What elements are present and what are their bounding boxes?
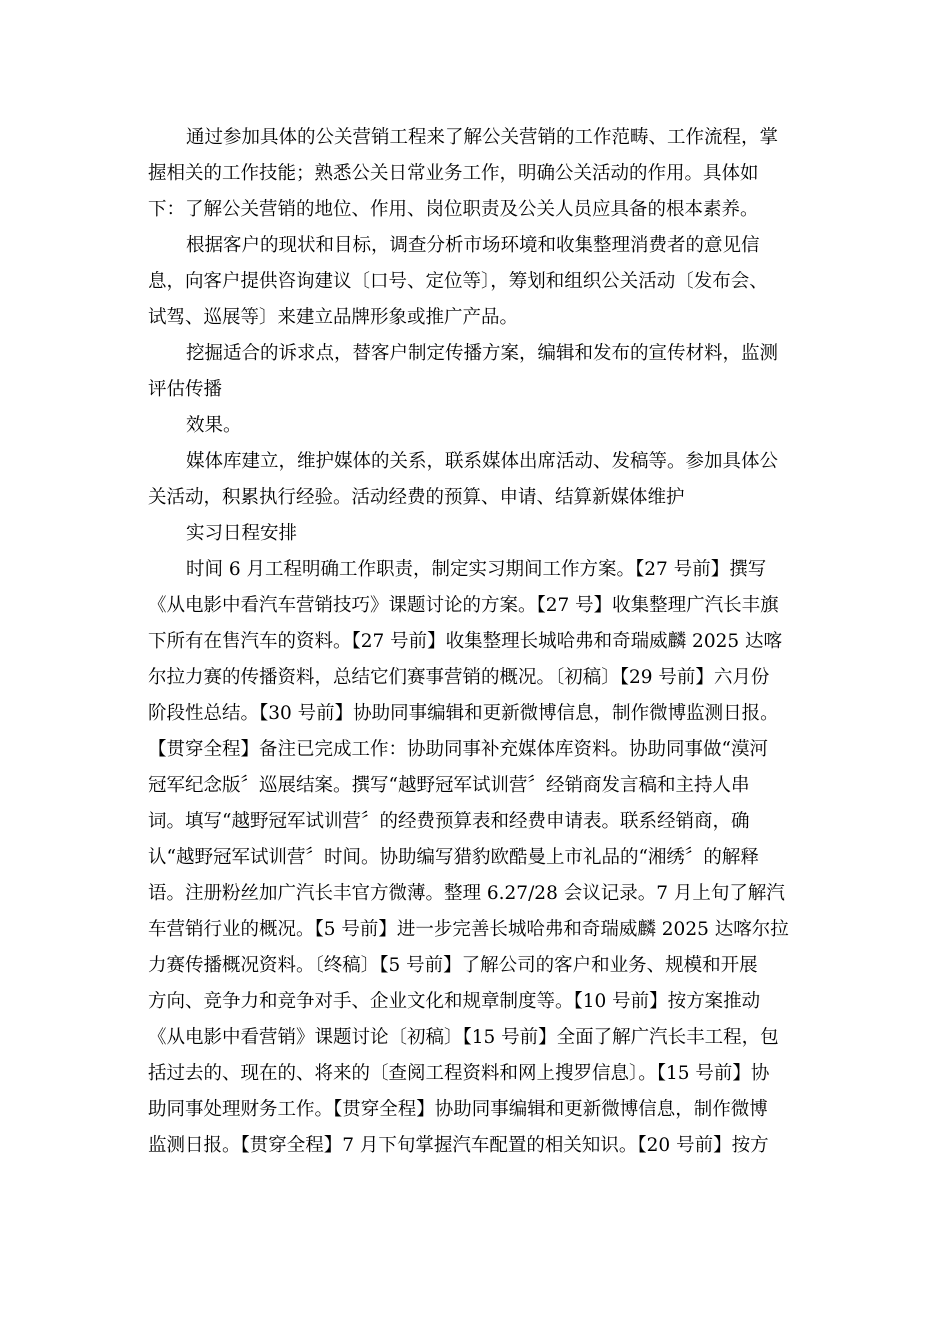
paragraph-line: 试驾、巡展等〕来建立品牌形象或推广产品。 <box>148 307 519 328</box>
paragraph-line: 方向、竞争力和竞争对手、企业文化和规章制度等。【10 号前】按方案推动 <box>148 991 761 1012</box>
paragraph-line: 力赛传播概况资料。〔终稿〕【5 号前】了解公司的客户和业务、规模和开展 <box>148 955 758 976</box>
paragraph-line: 语。注册粉丝加广汽长丰官方微薄。整理 6.27/28 会议记录。7 月上旬了解汽 <box>148 883 785 904</box>
paragraph-line: 媒体库建立，维护媒体的关系，联系媒体出席活动、发稿等。参加具体公 <box>186 451 779 472</box>
paragraph-line: 评估传播 <box>148 379 223 400</box>
paragraph-line: 【贯穿全程】备注已完成工作：协助同事补充媒体库资料。协助同事做“漠河 <box>148 739 768 760</box>
section-heading: 实习日程安排 <box>186 523 298 544</box>
paragraph-line: 通过参加具体的公关营销工程来了解公关营销的工作范畴、工作流程，掌 <box>186 127 779 148</box>
paragraph-line: 《从电影中看营销》课题讨论〔初稿〕【15 号前】全面了解广汽长丰工程，包 <box>148 1027 779 1048</box>
paragraph-line: 下所有在售汽车的资料。【27 号前】收集整理长城哈弗和奇瑞威麟 2025 达喀 <box>148 631 783 652</box>
paragraph-line: 阶段性总结。【30 号前】协助同事编辑和更新微博信息，制作微博监测日报。 <box>148 703 779 724</box>
paragraph-line: 监测日报。【贯穿全程】7 月下旬掌握汽车配置的相关知识。【20 号前】按方 <box>148 1135 769 1156</box>
paragraph-line: 《从电影中看汽车营销技巧》课题讨论的方案。【27 号】收集整理广汽长丰旗 <box>148 595 779 616</box>
paragraph-line: 尔拉力赛的传播资料，总结它们赛事营销的概况。〔初稿〕【29 号前】六月份 <box>148 667 770 688</box>
paragraph-line: 冠军纪念版〞巡展结案。撰写“越野冠军试训营〞经销商发言稿和主持人串 <box>148 775 750 796</box>
paragraph-line: 助同事处理财务工作。【贯穿全程】协助同事编辑和更新微博信息，制作微博 <box>148 1099 768 1120</box>
paragraph-line: 息，向客户提供咨询建议〔口号、定位等〕，筹划和组织公关活动〔发布会、 <box>148 271 768 292</box>
paragraph-line: 车营销行业的概况。【5 号前】进一步完善长城哈弗和奇瑞威麟 2025 达喀尔拉 <box>148 919 789 940</box>
paragraph-line: 下：了解公关营销的地位、作用、岗位职责及公关人员应具备的根本素养。 <box>148 199 759 220</box>
paragraph-line: 效果。 <box>186 415 242 436</box>
paragraph-line: 时间 6 月工程明确工作职责，制定实习期间工作方案。【27 号前】撰写 <box>186 559 767 580</box>
paragraph-line: 挖掘适合的诉求点，替客户制定传播方案，编辑和发布的宣传材料，监测 <box>186 343 779 364</box>
paragraph-line: 括过去的、现在的、将来的〔查阅工程资料和网上搜罗信息〕。【15 号前】协 <box>148 1063 770 1084</box>
paragraph-line: 根据客户的现状和目标，调查分析市场环境和收集整理消费者的意见信 <box>186 235 760 256</box>
paragraph-line: 认“越野冠军试训营〞时间。协助编写猎豹欧酷曼上市礼品的“湘绣〞的解释 <box>148 847 759 868</box>
paragraph-line: 词。填写“越野冠军试训营〞的经费预算表和经费申请表。联系经销商，确 <box>148 811 750 832</box>
paragraph-line: 握相关的工作技能；熟悉公关日常业务工作，明确公关活动的作用。具体如 <box>148 163 759 184</box>
paragraph-line: 关活动，积累执行经验。活动经费的预算、申请、结算新媒体维护 <box>148 487 685 508</box>
